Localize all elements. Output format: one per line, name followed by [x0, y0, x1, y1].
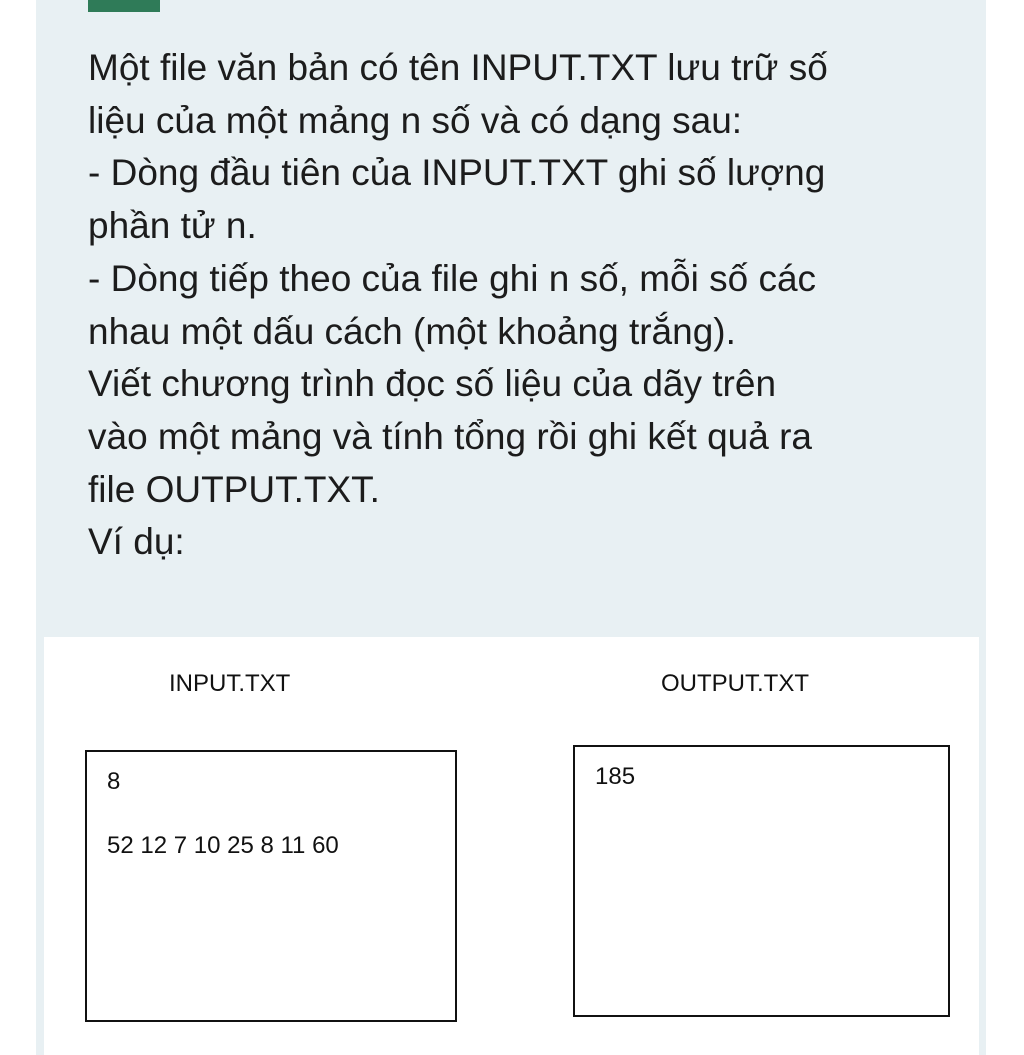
output-file-label: OUTPUT.TXT [661, 670, 809, 697]
question-line: - Dòng tiếp theo của file ghi n số, mỗi số các [88, 257, 817, 299]
input-line-values: 52 12 7 10 25 8 11 60 [107, 832, 339, 859]
question-line: phần tử n. [88, 205, 257, 247]
question-line: nhau một dấu cách (một khoảng trắng). [88, 310, 736, 352]
input-line-count: 8 [107, 768, 121, 795]
question-line: - Dòng đầu tiên của INPUT.TXT ghi số lượng [88, 152, 826, 194]
input-file-box [85, 750, 457, 1022]
example-image [44, 637, 979, 1055]
question-line: vào một mảng và tính tổng rồi ghi kết quả ra [88, 415, 812, 457]
question-line: file OUTPUT.TXT. [88, 468, 380, 510]
tab-marker [88, 0, 160, 12]
question-line: Viết chương trình đọc số liệu của dãy trên [88, 363, 777, 405]
question-line: Một file văn bản có tên INPUT.TXT lưu trữ số [88, 47, 828, 88]
question-line: Ví dụ: [88, 521, 185, 563]
input-file-label: INPUT.TXT [169, 670, 291, 697]
question-text [88, 42, 948, 569]
output-line-sum: 185 [595, 763, 636, 790]
output-file-box [573, 745, 950, 1017]
question-line: liệu của một mảng n số và có dạng sau: [88, 99, 743, 141]
